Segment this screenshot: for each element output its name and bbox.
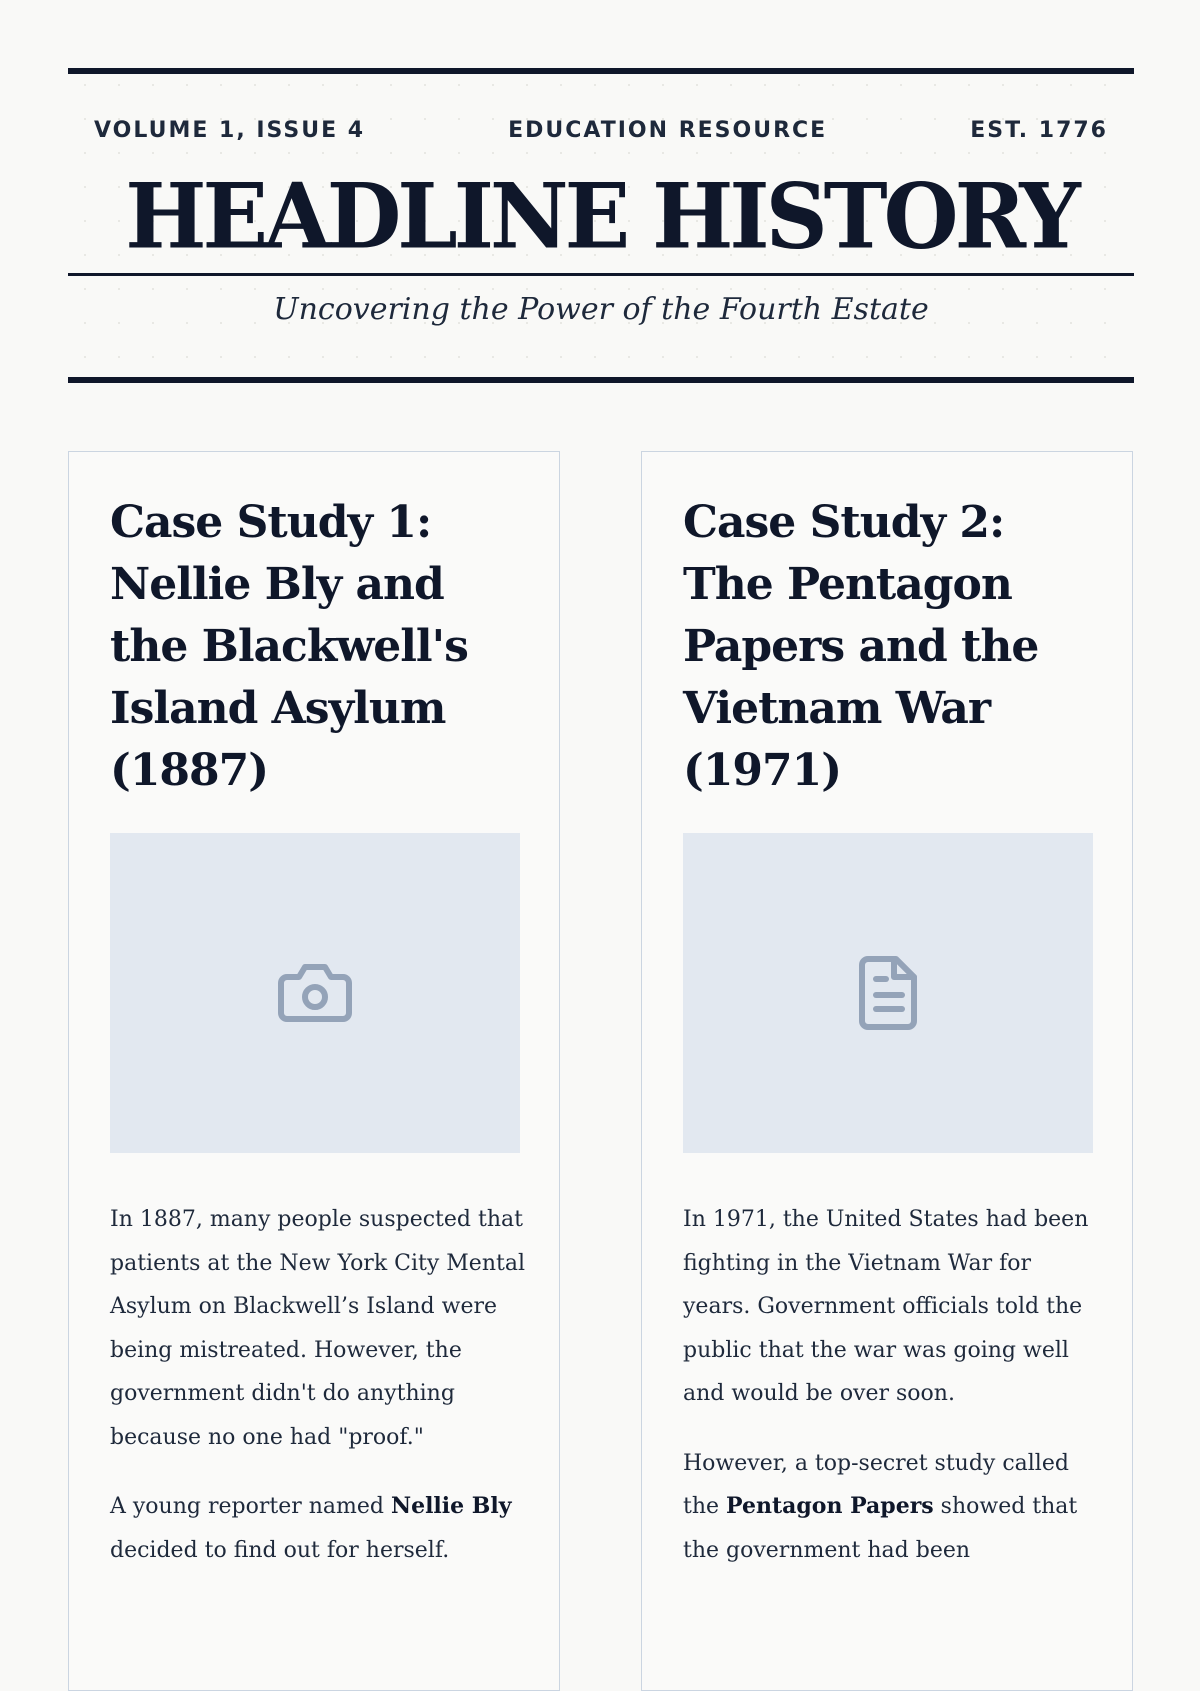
camera-icon (277, 961, 353, 1025)
paragraph: In 1971, the United States had been fighting in the Vietnam War for years. Government officials told the public that the war was going well and would be over soon. (683, 1207, 1089, 1406)
image-placeholder (110, 833, 520, 1153)
volume-label: VOLUME 1, ISSUE 4 (94, 118, 366, 143)
text-run: decided to find out for herself. (110, 1537, 450, 1563)
page-title: HEADLINE HISTORY (125, 163, 1077, 270)
section-label: EDUCATION RESOURCE (508, 118, 828, 143)
case-study-title: Case Study 1: Nellie Bly and the Blackwell's Island Asylum (1887) (110, 497, 468, 796)
paragraph: In 1887, many people suspected that patients at the New York City Mental Asylum on Blackwell’s Island were being mistreated. However, the government didn't do anything because no one had "proof." (110, 1207, 525, 1450)
paragraph (683, 1442, 1103, 1573)
bottom-rule (68, 377, 1134, 383)
name-highlight: Nellie Bly (390, 1493, 512, 1519)
title-rule (68, 273, 1134, 276)
text-run: However, a top-secret study called the (683, 1450, 1069, 1519)
case-study-card-1 (68, 451, 560, 1691)
text-run: showed that the government had been (683, 1494, 1078, 1563)
top-rule (68, 68, 1134, 74)
document-icon (856, 955, 920, 1031)
case-study-body (110, 1198, 530, 1598)
established-label: EST. 1776 (970, 118, 1108, 143)
image-placeholder (683, 833, 1093, 1153)
masthead-meta (94, 118, 1108, 143)
case-study-body (683, 1198, 1103, 1598)
masthead (68, 68, 1134, 384)
paragraph (110, 1485, 530, 1572)
name-highlight: Pentagon Papers (726, 1493, 934, 1519)
case-study-title: Case Study 2: The Pentagon Papers and the Vietnam War (1971) (683, 497, 1039, 796)
text-run: A young reporter named (110, 1494, 391, 1519)
case-study-card-2 (641, 451, 1133, 1691)
tagline: Uncovering the Power of the Fourth Estate (273, 292, 929, 327)
